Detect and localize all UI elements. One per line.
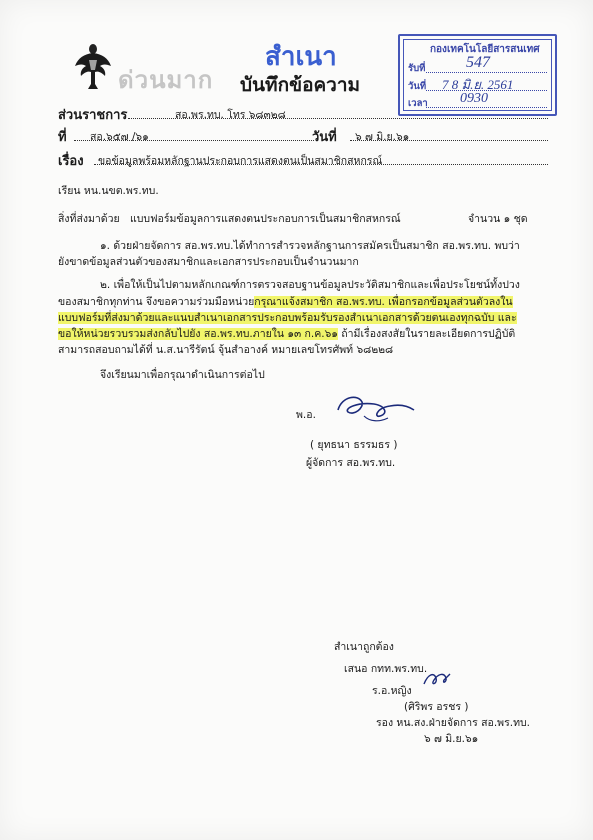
- para2-line5: สามารถสอบถามได้ที่ น.ส.นารีรัตน์ จุ้นสำอางค์ หมายเลขโทรศัพท์ ๖๘๒๒๘: [58, 344, 394, 356]
- date-value: ๖ ๗ มิ.ย.๖๑: [355, 131, 410, 143]
- memo-title: บันทึกข้อความ: [240, 74, 361, 96]
- recipient-line: เรียน หน.นขต.พร.ทบ.: [58, 185, 159, 197]
- stamp-date-label: วันที่: [408, 81, 427, 92]
- certifier-signature: [420, 668, 454, 692]
- handwritten-signature: [328, 392, 418, 426]
- closing-line: จึงเรียนมาเพื่อกรุณาดำเนินการต่อไป: [100, 369, 265, 381]
- subject-value: ขอข้อมูลพร้อมหลักฐานประกอบการแสดงตนเป็นสมาชิกสหกรณ์: [98, 155, 383, 167]
- signer-name: ( ยุทธนา ธรรมธร ): [310, 439, 398, 451]
- copy-cert-propose: เสนอ กทท.พร.ทบ.: [344, 663, 428, 675]
- stamp-receive-label: รับที่: [408, 63, 426, 74]
- doc-no-value: สอ.๖๕๗ /๖๑: [90, 131, 149, 143]
- certifier-position: รอง หน.สง.ฝ่ายจัดการ สอ.พร.ทบ.: [376, 717, 530, 729]
- para2-line4-highlight: ขอให้หน่วยรวบรวมส่งกลับไปยัง สอ.พร.ทบ.ภายใน ๑๓ ก.ค.๖๑: [58, 328, 338, 340]
- signer-position: ผู้จัดการ สอ.พร.ทบ.: [306, 457, 396, 469]
- date-label: วันที่: [312, 130, 337, 145]
- para2-line4: [58, 325, 515, 342]
- enclosure-value: แบบฟอร์มข้อมูลการแสดงตนประกอบการเป็นสมาชิกสหกรณ์: [130, 213, 401, 225]
- para2-line3: [58, 309, 517, 326]
- para2-line4-plain: ถ้ามีเรื่องสงสัยในรายละเอียดการปฏิบัติ: [337, 328, 516, 340]
- receive-stamp: [398, 34, 557, 116]
- garuda-emblem-icon: [74, 40, 112, 90]
- subject-label: เรื่อง: [58, 154, 84, 169]
- copy-stamp-text: สำเนา: [265, 42, 337, 71]
- stamp-time: 0930: [460, 91, 488, 106]
- stamp-org: กองเทคโนโลยีสารสนเทศ: [430, 44, 540, 55]
- para1-line2: ยังขาดข้อมูลส่วนตัวของสมาชิกและเอกสารประกอบเป็นจำนวนมาก: [58, 256, 359, 268]
- copy-cert-title: สำเนาถูกต้อง: [334, 641, 394, 653]
- para2-line2: [58, 293, 513, 310]
- stamp-receive-no: 547: [466, 54, 490, 71]
- para2-line3-highlight: แบบฟอร์มที่ส่งมาด้วยและแนบสำเนาเอกสารประกอบพร้อมรับรองสำเนาเอกสารด้วยตนเองทุกฉบับ และ: [58, 312, 517, 324]
- enclosure-qty: จำนวน ๑ ชุด: [468, 213, 528, 225]
- para1-line1: ๑. ด้วยฝ่ายจัดการ สอ.พร.ทบ.ได้ทำการสำรวจหลักฐานการสมัครเป็นสมาชิก สอ.พร.ทบ. พบว่า: [100, 240, 520, 252]
- certify-date: ๖ ๗ มิ.ย.๖๑: [424, 733, 479, 745]
- stamp-date: 7 8 มิ.ย. 2561: [442, 77, 514, 92]
- para2-line2-plain: ของสมาชิกทุกท่าน จึงขอความร่วมมือหน่วย: [58, 296, 255, 308]
- stamp-time-label: เวลา: [408, 98, 428, 109]
- dept-value: สอ.พร.ทบ. โทร ๖๘๓๒๘: [175, 109, 286, 121]
- certifier-name: (ศิริพร อรชร ): [404, 701, 469, 713]
- copy-cert-rank: ร.อ.หญิง: [372, 685, 412, 697]
- para2-line1: ๒. เพื่อให้เป็นไปตามหลักเกณฑ์การตรวจสอบฐานข้อมูลประวัติสมาชิกและเพื่อประโยชน์ทั้งปวง: [100, 279, 520, 291]
- dept-label: ส่วนราชการ: [58, 108, 128, 123]
- enclosure-label: สิ่งที่ส่งมาด้วย: [58, 213, 120, 225]
- doc-no-label: ที่: [58, 130, 67, 145]
- signature-prefix: พ.อ.: [296, 409, 316, 421]
- urgent-watermark: ด่วนมาก: [118, 66, 214, 94]
- para2-line2-highlight: กรุณาแจ้งสมาชิก สอ.พร.ทบ. เพื่อกรอกข้อมูลส่วนตัวลงใน: [254, 296, 513, 308]
